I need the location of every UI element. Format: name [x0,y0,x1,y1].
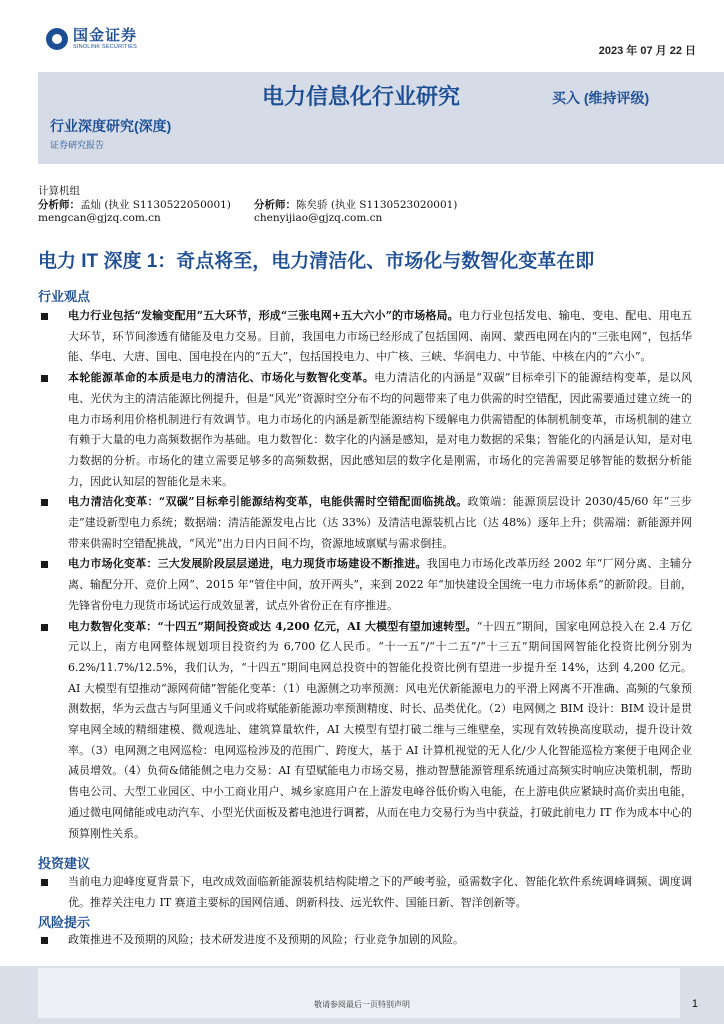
report-title: 电力信息化行业研究 [262,84,461,109]
report-date: 2023 年 07 月 22 日 [598,45,696,57]
footer-disclaimer[interactable]: 敬请参阅最后一页特别声明 [314,1000,410,1009]
bullet-text: 政策端：能源顶层设计 2030/45/60 年“三步走”建设新型电力系统；数据端：清洁能源发电占比（达 33%）及清洁电源装机占比（达 48%）逐年上升；供需端：新能源并网带来供需时空错配挑战，“风光”出力日内日间不均，资源地域禀赋与需求倒挂。 [68,495,692,550]
bullet-text: 电力清洁化的内涵是“双碳”目标牵引下的能源结构变革，是以风电、光伏为主的清洁能源比例提升，但是“风光”资源时空分布不均的问题带来了电力供需的时空错配，因此需要通过建立统一的电力市场利用价格机制进行有效调节。电力市场化的内涵是新型能源结构下缓解电力供需错配的体制机制变革，市场机制的建立有赖于大量的电力高频数据作为基础。电力数智化：数字化的内涵是感知，是对电力数据的采集；智能化的内涵是认知，是对电力数据的分析。市场化的建立需要足够多的高频数据，因此感知层的数字化是刚需，市场化的完善需要足够智能的数据分析能力，因此认知层的智能化是未来。 [68,371,692,488]
bullet-lead: 电力行业包括“发输变配用”五大环节，形成“三张电网+五大六小”的市场格局。 [68,309,459,322]
invest-bullet-list [38,872,692,913]
bullet-item [38,492,692,554]
report-subtitle: 行业深度研究(深度) [50,118,172,134]
bullet-text: “十四五”期间，国家电网总投入在 2.4 万亿元以上，南方电网整体规划项目投资约为 6,700 亿人民币。“十一五”/“十二五”/“十三五”期间国网智能化投资比例分别为 6.2%/11.7%/12.5%，我们认为，“十四五”期间电网总投资中的智能化投资比例有望进一步提升至 14%，达到 4,200 亿元。AI 大模型有望推动“源网荷储”智能化变革：（1）电源侧之功率预测：风电光伏新能源电力的平滑上网离不开准确、高频的气象预测数据，华为云盘古与阿里通义千问或将赋能新能源功率预测精度、时长、品类优化。（2）电网侧之 BIM 设计：BIM 设计是贯穿电网全域的精细建模、微观选址、建筑算量软件，AI 大模型有望打破二维与三维壁垒，实现有效转换高度联动，提升设计效率。（3）电网测之电网巡检：电网巡检涉及的范围广、跨度大，基于 AI 计算机视觉的无人化/少人化智能巡检方案便于电网企业减员增效。（4）负荷&储能侧之电力交易：AI 有望赋能电力市场交易，推动智慧能源管理系统通过高频实时响应决策机制，帮助售电公司、大型工业园区、中小工商业用户、城乡家庭用户在上游发电峰谷低价购入电能，在上游电供应紧缺时高价卖出电能，通过微电网储能或电动汽车、小型光伏面板及蓄电池进行调蓄，从而在电力交易行为当中获益，打破此前电力 IT 作为成本中心的预算刚性关系。 [68,619,692,840]
bullet-lead: 电力清洁化变革：“双碳”目标牵引能源结构变革，电能供需时空错配面临挑战。 [68,495,468,509]
analyst-group: 计算机组 [38,185,80,197]
bullet-lead: 本轮能源革命的本质是电力的清洁化、市场化与数智化变革。 [68,371,375,385]
analyst-2: 陈矣骄 (执业 S1130523020001) [296,198,458,211]
analyst-label: 分析师： [254,198,296,211]
report-header [0,0,724,162]
footer-box [38,968,680,1018]
bullet-text: 我国电力市场化改革历经 2002 年“厂网分离、主辅分离、输配分开、竞价上网”、2015 年“管住中间，放开两头”，来到 2022 年“加快建设全国统一电力市场体系”的新阶段。目前，先锋省份电力现货市场试运行成效显著，试点外省份正在有序推进。 [68,557,692,612]
bullet-lead: 电力数智化变革：“十四五”期间投资或达 4,200 亿元，AI 大模型有望加速转型。 [68,619,477,633]
analyst-1: 孟灿 (执业 S1130522050001) [80,198,231,211]
rating-badge: 买入 (维持评级) [552,90,650,106]
risk-bullet-list [38,930,692,951]
bullet-text: 政策推进不及预期的风险；技术研发进度不及预期的风险；行业竞争加剧的风险。 [68,933,464,946]
bullet-item [38,930,692,951]
sinolink-logo-icon [46,28,68,50]
page-number: 1 [691,998,698,1010]
analyst-label: 分析师： [38,198,80,211]
section-heading-view: 行业观点 [38,289,91,304]
section-heading-invest: 投资建议 [38,856,91,871]
logo-name-en: SINOLINK SECURITIES [73,44,138,50]
company-logo [46,28,137,51]
bullet-item [38,554,692,616]
bullet-item [38,306,692,368]
bullet-item [38,872,692,913]
bullet-lead: 电力市场化变革：三大发展阶段层层递进，电力现货市场建设不断推进。 [68,557,427,571]
bullet-item [38,368,692,492]
analyst-1-email[interactable]: mengcan@gjzq.com.cn [38,212,161,224]
section-heading-risk: 风险提示 [38,915,91,930]
main-title: 电力 IT 深度 1：奇点将至，电力清洁化、市场化与数智化变革在即 [38,251,595,272]
analyst-2-email[interactable]: chenyijiao@gjzq.com.cn [254,212,383,224]
analyst-block [38,185,698,226]
bullet-item [38,617,692,845]
view-bullet-list [38,306,692,844]
logo-name-cn: 国金证券 [73,27,138,44]
bullet-text: 当前电力迎峰度夏背景下，电改成效面临新能源装机结构陡增之下的严峻考验，亟需数字化、智能化软件系统调峰调频、调度调优。推荐关注电力 IT 赛道主要标的国网信通、朗新科技、远光软件、国能日新、智洋创新等。 [68,875,692,909]
bullet-text: 电力行业包括发电、输电、变电、配电、用电五大环节，环节间渗透有储能及电力交易。目前，我国电力市场已经形成了包括国网、南网、蒙西电网在内的“三张电网”，包括华能、华电、大唐、国电、国电投在内的“五大”，包括国投电力、中广核、三峡、华润电力、中节能、中核在内的“六小”。 [68,309,693,364]
report-type: 证券研究报告 [50,140,105,150]
